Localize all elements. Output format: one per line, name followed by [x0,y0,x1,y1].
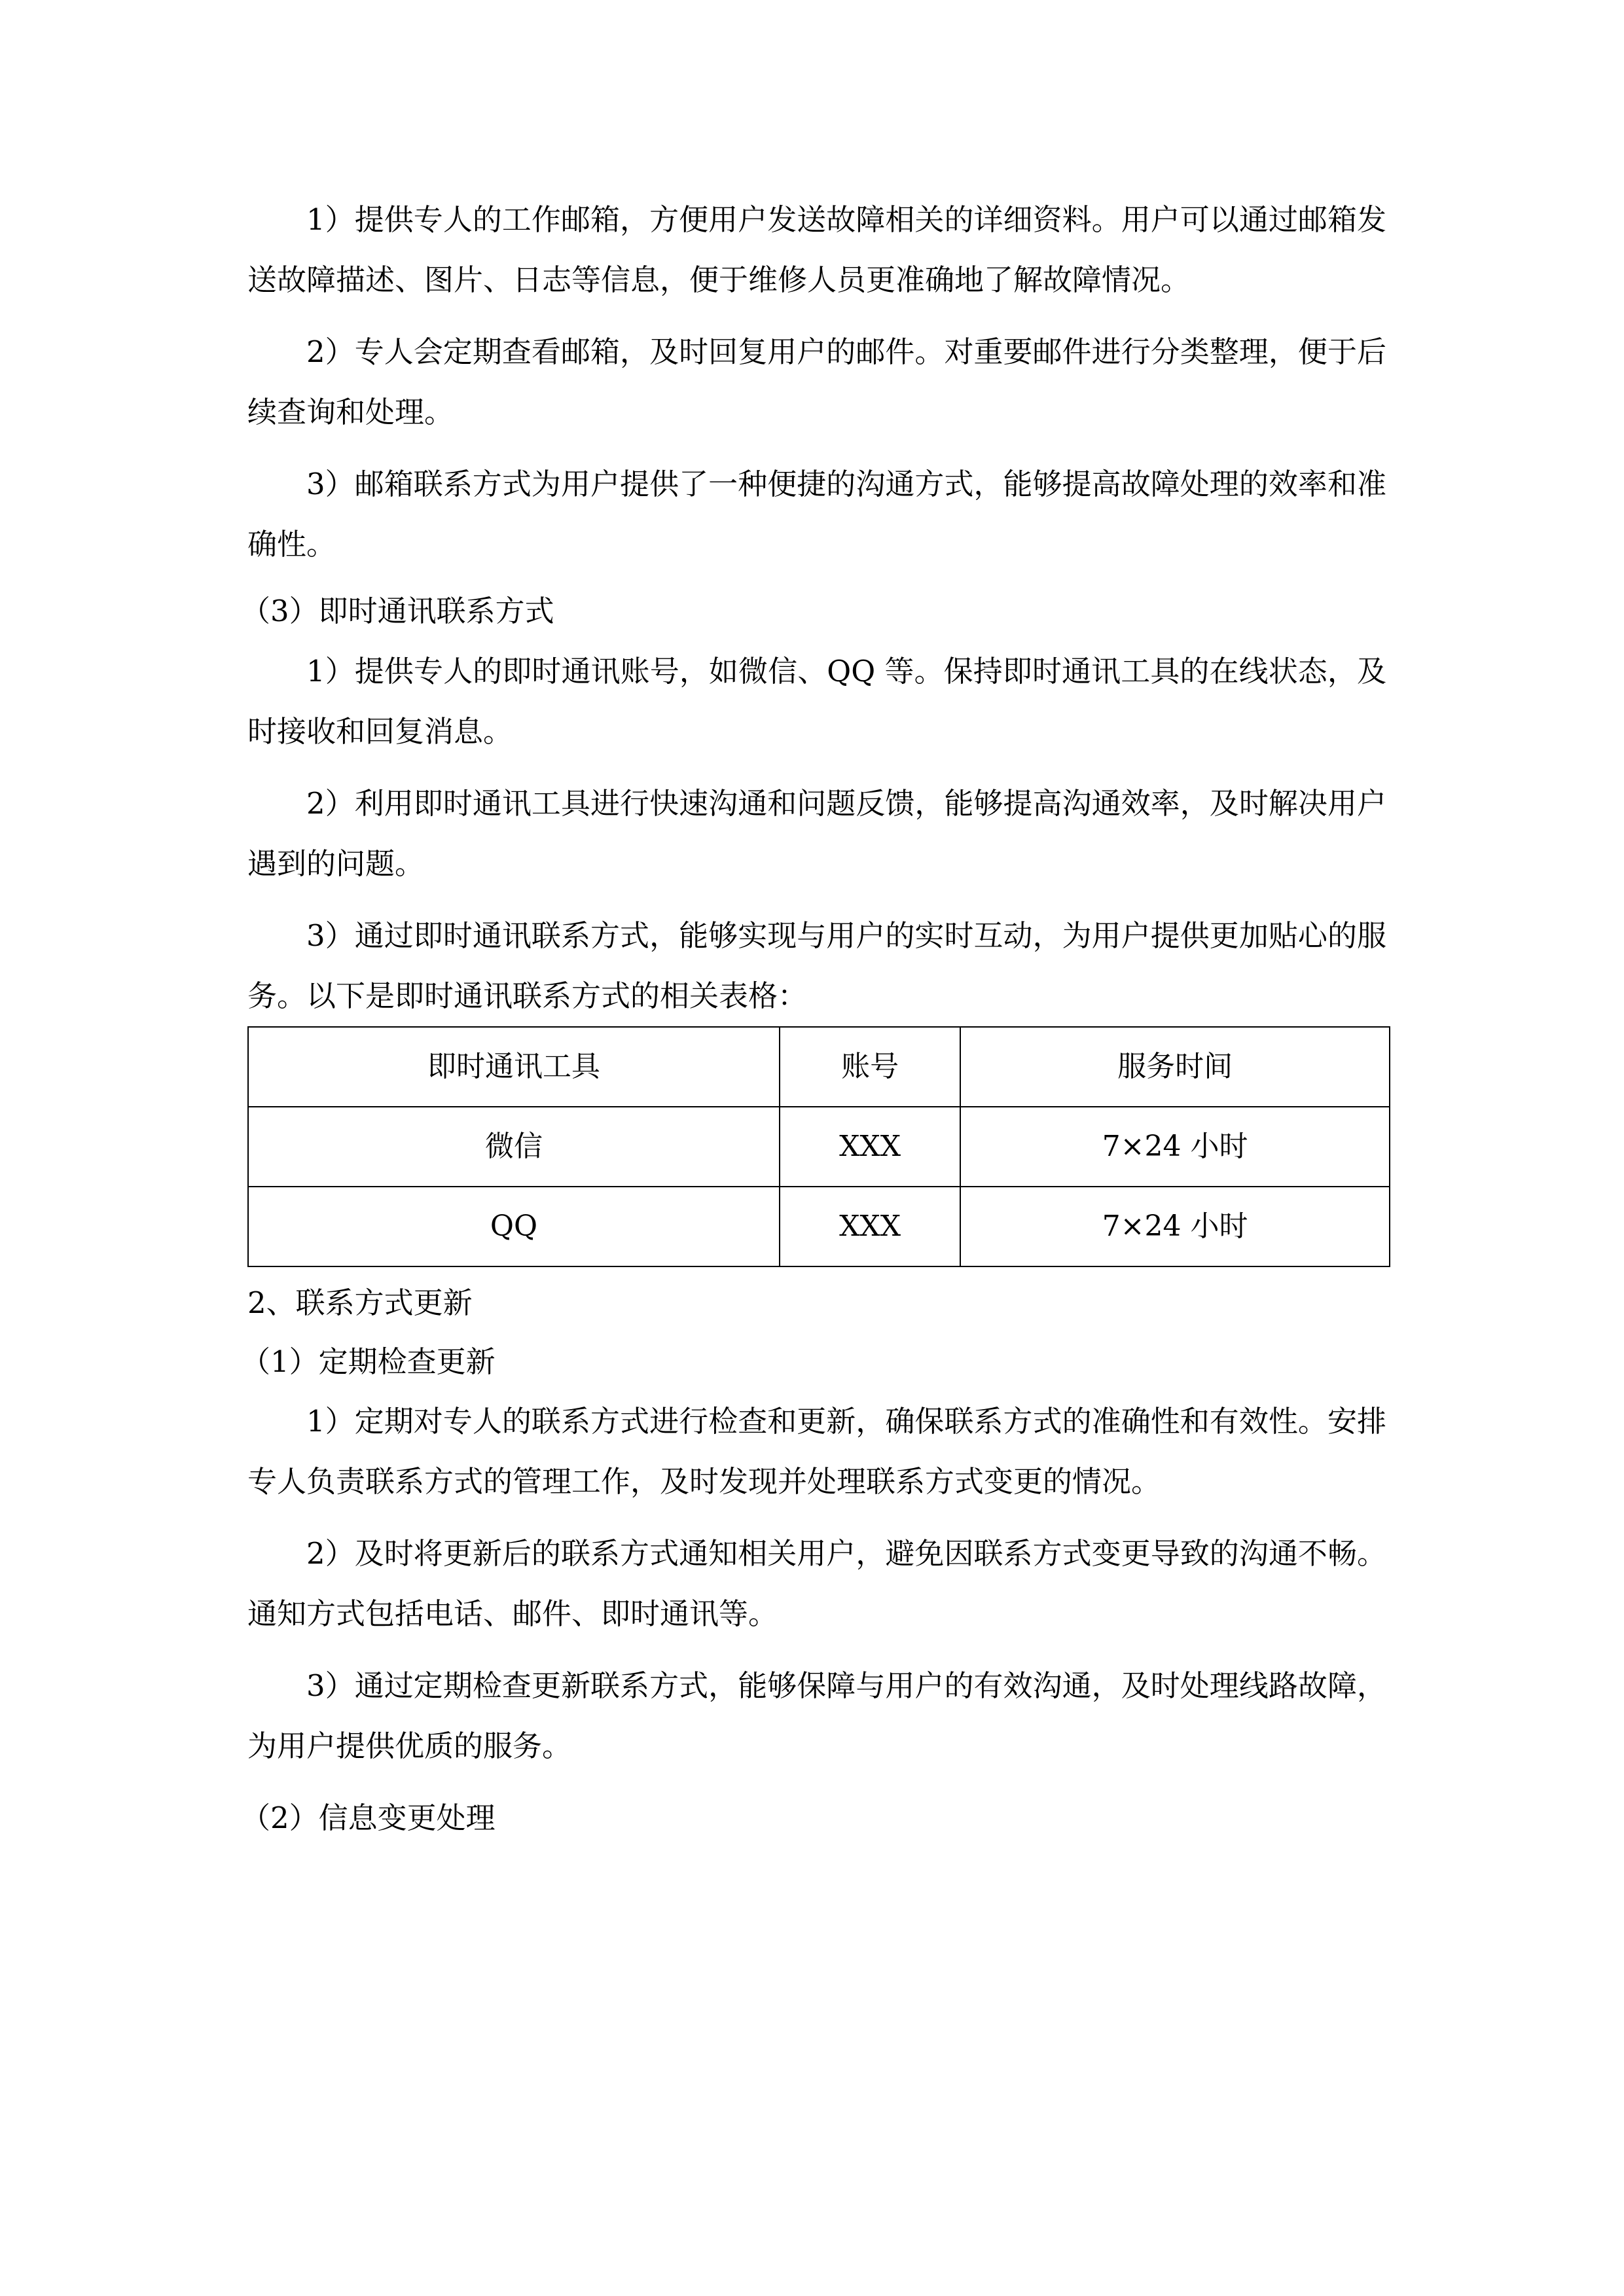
im-paragraph-1: 1）提供专人的即时通讯账号，如微信、QQ 等。保持即时通讯工具的在线状态，及时接收和回复消息。 [247,654,1386,749]
section-heading-im: （3）即时通讯联系方式 [241,594,554,628]
table-cell: 7×24 小时 [960,1107,1390,1187]
table-cell: 7×24 小时 [960,1187,1390,1266]
table-row [248,1187,1390,1266]
table-cell: XXX [780,1187,960,1266]
table-header-cell: 服务时间 [960,1027,1390,1107]
table-header-row [248,1027,1390,1107]
section-heading-update: 2、联系方式更新 [247,1285,473,1320]
table-header-cell: 账号 [780,1027,960,1107]
im-paragraph-3: 3）通过即时通讯联系方式，能够实现与用户的实时互动，为用户提供更加贴心的服务。以下是即时通讯联系方式的相关表格： [247,918,1386,1013]
periodic-paragraph-3: 3）通过定期检查更新联系方式，能够保障与用户的有效沟通，及时处理线路故障，为用户提供优质的服务。 [247,1668,1386,1763]
table-cell: QQ [248,1187,780,1266]
table-row [248,1107,1390,1187]
document-page [241,190,1386,1848]
periodic-paragraph-1: 1）定期对专人的联系方式进行检查和更新，确保联系方式的准确性和有效性。安排专人负责联系方式的管理工作，及时发现并处理联系方式变更的情况。 [247,1404,1386,1499]
im-paragraph-2: 2）利用即时通讯工具进行快速沟通和问题反馈，能够提高沟通效率，及时解决用户遇到的问题。 [247,786,1386,881]
email-paragraph-3: 3）邮箱联系方式为用户提供了一种便捷的沟通方式，能够提高故障处理的效率和准确性。 [247,467,1386,562]
section-heading-periodic: （1）定期检查更新 [241,1344,496,1379]
email-paragraph-1: 1）提供专人的工作邮箱，方便用户发送故障相关的详细资料。用户可以通过邮箱发送故障描述、图片、日志等信息，便于维修人员更准确地了解故障情况。 [247,202,1386,297]
table-header-cell: 即时通讯工具 [248,1027,780,1107]
email-paragraph-2: 2）专人会定期查看邮箱，及时回复用户的邮件。对重要邮件进行分类整理，便于后续查询和处理。 [247,334,1386,429]
im-contact-table [247,1026,1390,1267]
table-cell: 微信 [248,1107,780,1187]
periodic-paragraph-2: 2）及时将更新后的联系方式通知相关用户，避免因联系方式变更导致的沟通不畅。通知方式包括电话、邮件、即时通讯等。 [247,1536,1386,1631]
table-cell: XXX [780,1107,960,1187]
section-heading-change: （2）信息变更处理 [241,1801,496,1835]
